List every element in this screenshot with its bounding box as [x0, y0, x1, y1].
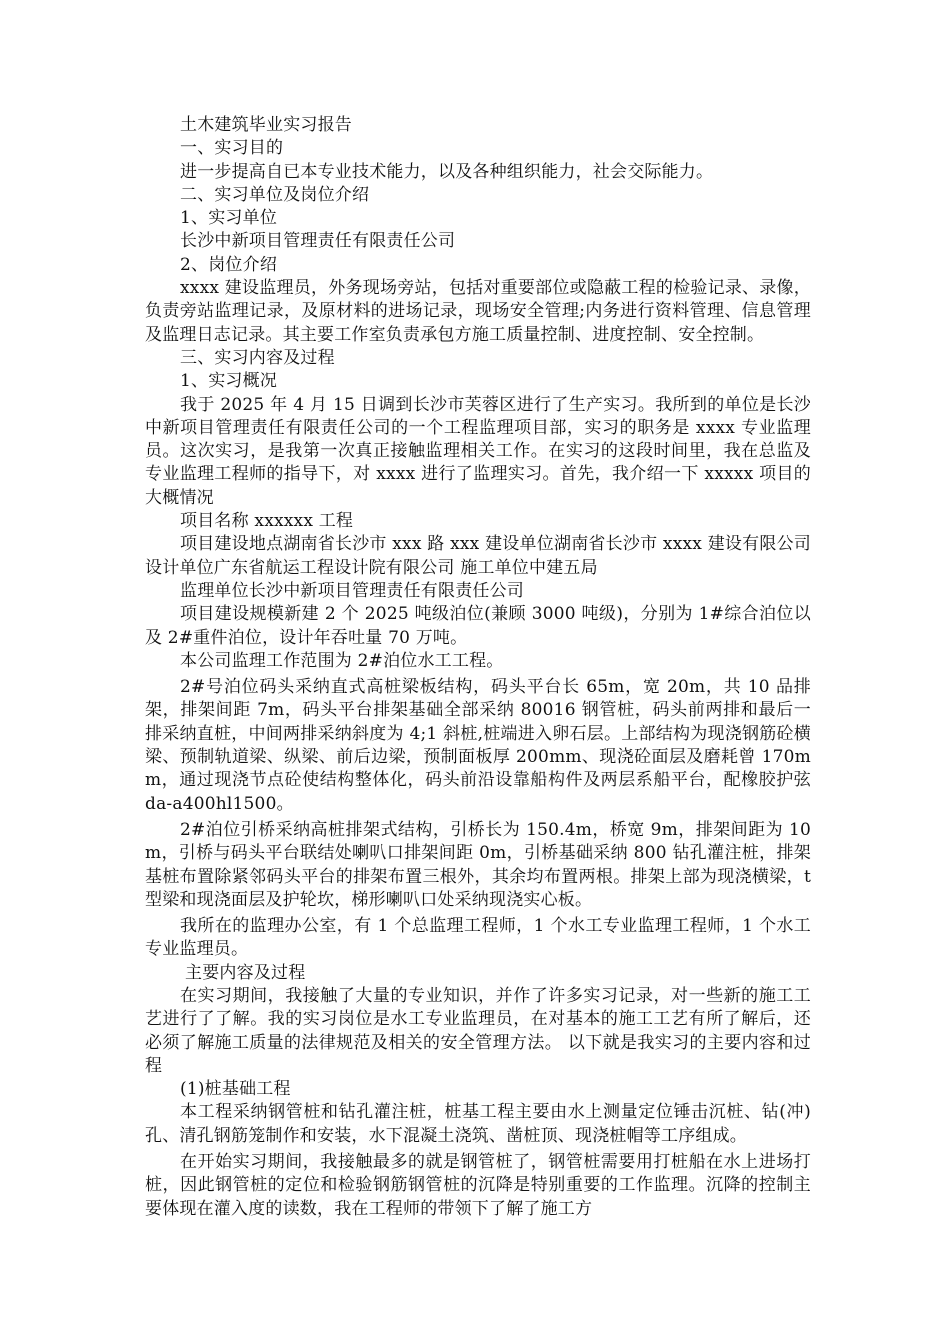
section-heading-purpose: 一、实习目的 [180, 138, 284, 159]
paragraph-steel-pipe-pile: 在开始实习期间，我接触最多的就是钢管桩了，钢管桩需要用打桩船在水上进场打桩，因此钢管桩的定位和检验钢筋钢管桩的沉降是特别重要的工作监理。沉降的控制主要体现在灌入度的读数，我在工程师的带领下了解了施工方 [145, 1152, 811, 1219]
paragraph-main-content: 在实习期间，我接触了大量的专业知识，并作了许多实习记录，对一些新的施工工艺进行了了解。我的实习岗位是水工专业监理员，在对基本的施工工艺有所了解后，还必须了解施工质量的法律规范及相关的安全管理方法。 以下就是我实习的主要内容和过程 [145, 985, 811, 1076]
paragraph-pile-foundation: 本工程采纳钢管桩和钻孔灌注桩，桩基工程主要由水上测量定位锤击沉桩、钻(冲)孔、清孔钢筋笼制作和安装，水下混凝土浇筑、凿桩顶、现浇桩帽等工序组成。 [145, 1102, 811, 1146]
paragraph-project-location: 项目建设地点湖南省长沙市 xxx 路 xxx 建设单位湖南省长沙市 xxxx 建设有限公司 设计单位广东省航运工程设计院有限公司 施工单位中建五局 [145, 534, 811, 578]
subheading-position: 2、岗位介绍 [180, 254, 278, 275]
subheading-pile-foundation: (1)桩基础工程 [180, 1079, 291, 1100]
subheading-overview: 1、实习概况 [180, 371, 278, 392]
section-heading-unit: 二、实习单位及岗位介绍 [180, 184, 370, 205]
paragraph-project-name: 项目名称 xxxxxx 工程 [180, 511, 354, 532]
paragraph-project-scale: 项目建设规模新建 2 个 2025 吨级泊位(兼顾 3000 吨级)，分别为 1#综合泊位以及 2#重件泊位，设计年吞吐量 70 万吨。 [145, 604, 811, 648]
paragraph-unit-name: 长沙中新项目管理责任有限责任公司 [180, 231, 456, 252]
section-heading-content: 三、实习内容及过程 [180, 347, 335, 368]
subheading-main-content: 主要内容及过程 [185, 962, 306, 983]
paragraph-purpose: 进一步提高自已本专业技术能力，以及各种组织能力，社会交际能力。 [180, 161, 714, 182]
subheading-unit: 1、实习单位 [180, 208, 278, 229]
paragraph-overview: 我于 2025 年 4 月 15 日调到长沙市芙蓉区进行了生产实习。我所到的单位是长沙中新项目管理责任有限责任公司的一个工程监理项目部，实习的职务是 xxxx 专业监理员。这次实习，是我第一次真正接触监理相关工作。在实习的这段时间里，我在总监及专业监理工程师的指导下，对 xxxx 进行了监理实习。首先，我介绍一下 xxxxx 项目的大概情况 [145, 394, 811, 508]
paragraph-wharf-structure: 2#号泊位码头采纳直式高桩梁板结构，码头平台长 65m，宽 20m，共 10 品排架，排架间距 7m，码头平台排架基础全部采纳 80016 钢管桩，码头前两排和最后一排采纳直桩，中间两排采纳斜度为 4;1 斜桩,桩端进入卵石层。上部结构为现浇钢筋砼横梁、预制轨道梁、纵梁、前后边梁，预制面板厚 200mm、现浇砼面层及磨耗曾 170mm，通过现浇节点砼使结构整体化，码头前沿设靠船构件及两层系船平台，配橡胶护弦 da-a400hl1500。 [145, 677, 811, 814]
paragraph-bridge-structure: 2#泊位引桥采纳高桩排架式结构，引桥长为 150.4m，桥宽 9m，排架间距为 10m，引桥与码头平台联结处喇叭口排架间距 0m，引桥基础采纳 800 钻孔灌注桩，排架基桩布置除紧邻码头平台的排架布置三根外，其余均布置两根。排架上部为现浇横梁，t 型梁和现浇面层及护轮坎，梯形喇叭口处采纳现浇实心板。 [145, 819, 811, 910]
paragraph-supervision-unit: 监理单位长沙中新项目管理责任有限责任公司 [180, 580, 524, 601]
report-page [145, 114, 811, 1221]
report-title: 土木建筑毕业实习报告 [180, 115, 352, 135]
paragraph-scope: 本公司监理工作范围为 2#泊位水工工程。 [180, 650, 504, 671]
paragraph-office: 我所在的监理办公室，有 1 个总监理工程师，1 个水工专业监理工程师，1 个水工专业监理员。 [145, 916, 811, 960]
paragraph-position: xxxx 建设监理员，外务现场旁站，包括对重要部位或隐蔽工程的检验记录、录像，负责旁站监理记录，及原材料的进场记录，现场安全管理;内务进行资料管理、信息管理及监理日志记录。其主要工作室负责承包方施工质量控制、进度控制、安全控制。 [145, 278, 811, 345]
